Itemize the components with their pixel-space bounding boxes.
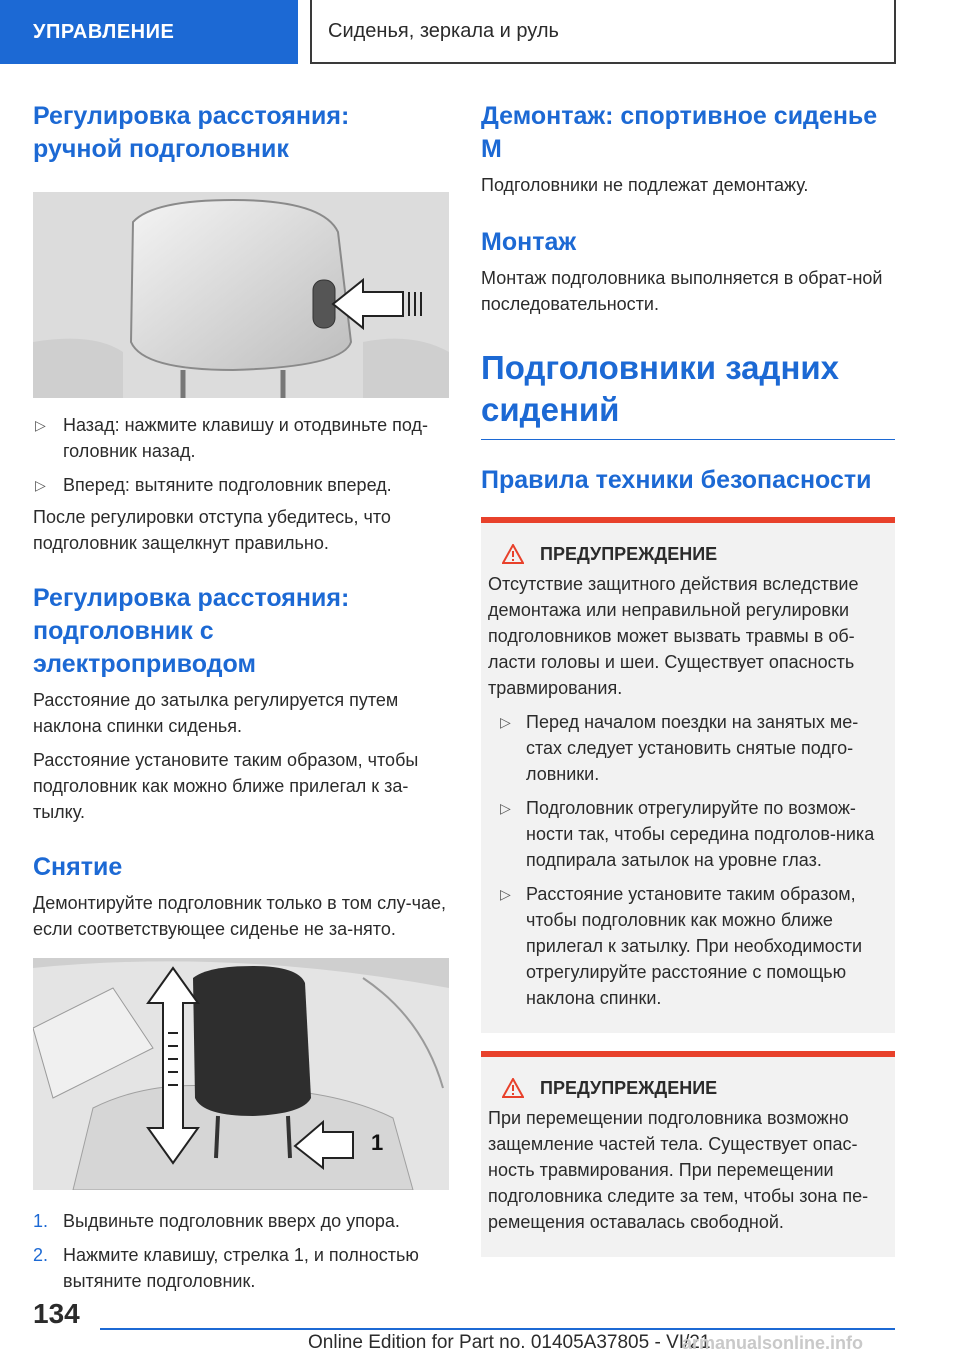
headrest-removal-illustration-icon <box>33 958 449 1190</box>
rear-headrests-heading: Подголовники задних сидений <box>481 349 840 428</box>
list-item: 2. Нажмите клавишу, стрелка 1, и полностью вытяните подголовник. <box>33 1245 419 1291</box>
safety-heading: Правила техники безопасности <box>481 466 872 494</box>
warning-box-2 <box>481 1051 895 1257</box>
headrest-illustration-icon <box>33 192 449 398</box>
warning-box-1 <box>481 517 895 1033</box>
electric-paragraph-2: Расстояние установите таким образом, чтобы подголовник как можно ближе прилегал к за-тылку. <box>33 750 419 822</box>
electric-paragraph-1: Расстояние до затылка регулируется путем наклона спинки сиденья. <box>33 690 399 736</box>
manual-headrest-figure <box>33 192 449 398</box>
chapter-title: Сиденья, зеркала и руль <box>328 19 559 42</box>
figure-callout-label: 1 <box>371 1130 384 1155</box>
section-tab <box>0 0 298 64</box>
removal-figure <box>33 958 449 1190</box>
list-item: ▷ Вперед: вытяните подголовник вперед. <box>33 472 449 498</box>
right-column <box>481 100 895 1257</box>
list-item: ▷ Подголовник отрегулируйте по возмож-ности так, чтобы середина подголов-ника подпирала затылок на уровне глаз. <box>488 795 888 873</box>
electric-headrest-heading: Регулировка расстояния: подголовник с электроприводом <box>33 584 350 678</box>
sport-seat-heading: Демонтаж: спортивное сиденье M <box>481 102 878 163</box>
warning-triangle-icon <box>502 544 524 564</box>
warning-title: ПРЕДУПРЕЖДЕНИЕ <box>488 1075 888 1101</box>
watermark: armanualsonline.info <box>682 1333 864 1353</box>
manual-note: После регулировки отступа убедитесь, что подголовник защелкнут правильно. <box>33 507 391 553</box>
removal-heading: Снятие <box>33 853 123 881</box>
list-item: ▷ Назад: нажмите клавишу и отодвиньте под-головник назад. <box>33 412 449 464</box>
edition-text: Online Edition for Part no. 01405A37805 - VI/21 <box>308 1332 711 1353</box>
warning-triangle-icon <box>502 1078 524 1098</box>
triangle-bullet-icon: ▷ <box>500 714 511 730</box>
triangle-bullet-icon: ▷ <box>500 886 511 902</box>
warning-text: При перемещении подголовника возможно защемление частей тела. Существует опас-ность травмирования. При перемещении подголовника следите за тем, чтобы зона пе-ремещения оставалась свободной. <box>488 1108 869 1232</box>
footer-divider <box>100 1328 895 1330</box>
mounting-paragraph: Монтаж подголовника выполняется в обрат-ной последовательности. <box>481 268 883 314</box>
triangle-bullet-icon: ▷ <box>35 417 46 433</box>
removal-paragraph: Демонтируйте подголовник только в том слу-чае, если соответствующее сиденье не за-нято. <box>33 893 447 939</box>
manual-headrest-heading: Регулировка расстояния: ручной подголовник <box>33 102 350 163</box>
triangle-bullet-icon: ▷ <box>500 800 511 816</box>
list-item: 1. Выдвиньте подголовник вверх до упора. <box>33 1211 400 1231</box>
heading-divider <box>481 439 895 440</box>
left-column <box>33 100 449 1294</box>
triangle-bullet-icon: ▷ <box>35 477 46 493</box>
list-item: ▷ Перед началом поездки на занятых ме-стах следует установить снятые подго-ловники. <box>488 709 888 787</box>
list-item: ▷ Расстояние установите таким образом, чтобы подголовник как можно ближе прилегал к затылку. При необходимости отрегулируйте расстояние с помощью наклона спинки. <box>488 881 888 1011</box>
sport-seat-paragraph: Подголовники не подлежат демонтажу. <box>481 175 809 195</box>
chapter-tab <box>310 0 896 64</box>
warning-text: Отсутствие защитного действия вследствие демонтажа или неправильной регулировки подголовников может вызвать травмы в об-ласти головы и шеи. Существует опасность травмирования. <box>488 574 859 698</box>
section-title: УПРАВЛЕНИЕ <box>33 20 175 43</box>
page-number: 134 <box>33 1298 80 1329</box>
warning-title: ПРЕДУПРЕЖДЕНИЕ <box>488 541 888 567</box>
mounting-heading: Монтаж <box>481 228 577 256</box>
